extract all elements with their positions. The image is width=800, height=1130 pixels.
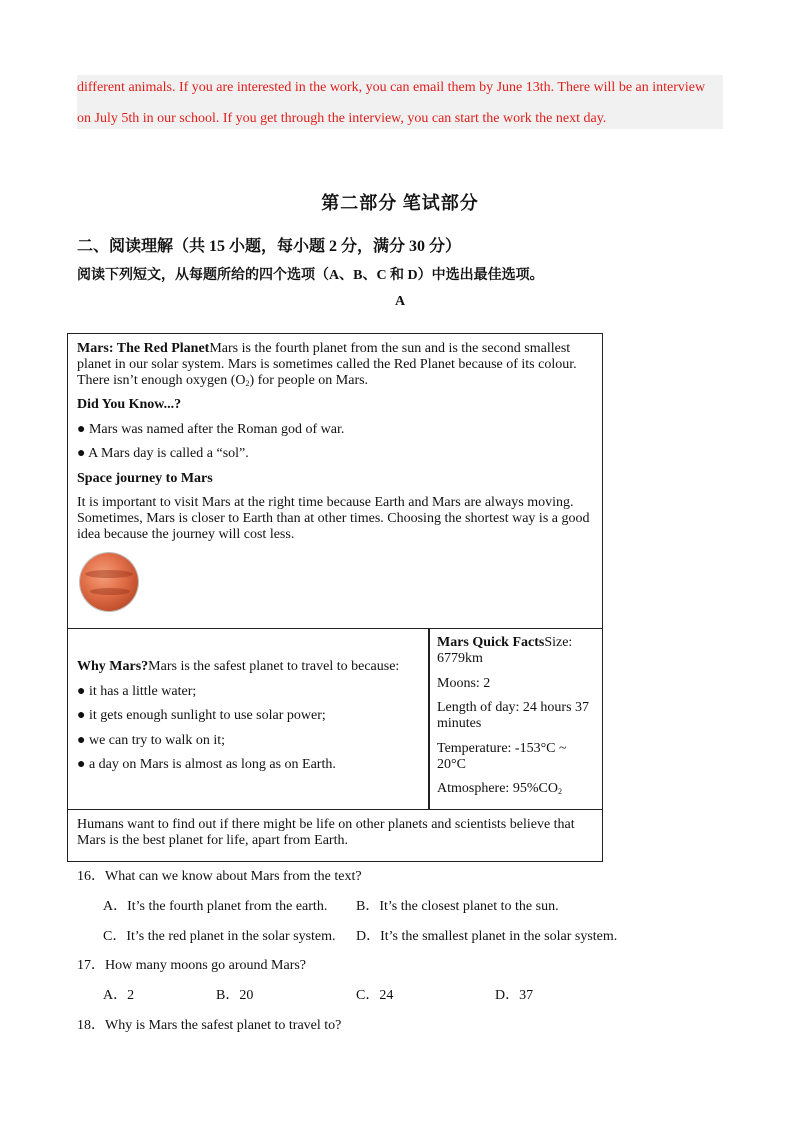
- intro-text-3a: There isn’t enough oxygen (O: [77, 373, 246, 388]
- facts-moons: Moons: 2: [437, 676, 491, 691]
- why-mars-intro: [77, 659, 399, 675]
- co2-subscript: 2: [557, 787, 562, 796]
- mars-surface-band: [90, 588, 130, 595]
- part-title: 第二部分 笔试部分: [321, 193, 479, 213]
- did-you-know-item-2: ● A Mars day is called a “sol”.: [77, 446, 249, 461]
- intro-text-3b: ) for people on Mars.: [249, 373, 369, 388]
- journey-title: Space journey to Mars: [77, 471, 213, 486]
- question-17-stem: 17．How many moons go around Mars?: [77, 958, 307, 973]
- intro-title: Mars: The Red Planet: [77, 341, 210, 356]
- oxygen-subscript: 2: [245, 379, 250, 388]
- question-16-option-a[interactable]: A．It’s the fourth planet from the earth.: [103, 899, 328, 914]
- why-item-2: ● it gets enough sunlight to use solar power;: [77, 708, 326, 723]
- facts-day-1: Length of day: 24 hours 37: [437, 700, 590, 715]
- facts-line-1: [437, 635, 572, 651]
- did-you-know-item-1: ● Mars was named after the Roman god of war.: [77, 422, 345, 437]
- question-16-option-b[interactable]: B．It’s the closest planet to the sun.: [356, 899, 559, 914]
- why-mars-title: Why Mars?: [77, 659, 149, 674]
- why-item-1: ● it has a little water;: [77, 684, 197, 699]
- intro-text-1: Mars is the fourth planet from the sun and is the second smallest: [209, 341, 571, 356]
- question-16-option-c[interactable]: C．It’s the red planet in the solar system.: [103, 929, 336, 944]
- conclusion-line-2: Mars is the best planet for life, apart from Earth.: [77, 833, 348, 848]
- journey-line-1: It is important to visit Mars at the right time because Earth and Mars are always moving.: [77, 495, 574, 510]
- facts-size-label: Size:: [544, 635, 573, 650]
- question-17-option-d[interactable]: D．37: [495, 988, 534, 1003]
- facts-title: Mars Quick Facts: [437, 635, 545, 650]
- facts-day-2: minutes: [437, 716, 482, 731]
- question-17-option-b[interactable]: B．20: [216, 988, 254, 1003]
- conclusion-line-1: Humans want to find out if there might be life on other planets and scientists believe that: [77, 817, 575, 832]
- previous-passage-line-2: on July 5th in our school. If you get through the interview, you can start the work the next day.: [77, 111, 607, 126]
- previous-passage-ending: [77, 75, 723, 129]
- facts-atmosphere: [437, 781, 562, 797]
- question-17-option-c[interactable]: C．24: [356, 988, 394, 1003]
- intro-line-1: [77, 341, 570, 357]
- question-17-option-a[interactable]: A．2: [103, 988, 135, 1003]
- journey-line-3: idea because the journey will cost less.: [77, 527, 295, 542]
- question-18-stem: 18．Why is Mars the safest planet to travel to?: [77, 1018, 342, 1033]
- why-item-3: ● we can try to walk on it;: [77, 733, 226, 748]
- journey-line-2: Sometimes, Mars is closer to Earth than at other times. Choosing the shortest way is a good: [77, 511, 590, 526]
- facts-size-value: 6779km: [437, 651, 483, 666]
- question-16-stem: 16．What can we know about Mars from the text?: [77, 869, 362, 884]
- mars-planet-image: [80, 553, 138, 611]
- facts-temp-1: Temperature: -153°C ~: [437, 741, 567, 756]
- passage-letter: A: [394, 294, 406, 309]
- facts-atmosphere-text: Atmosphere: 95%CO: [437, 781, 558, 796]
- previous-passage-line-1: different animals. If you are interested in the work, you can email them by June 13th. There will be an interview: [77, 80, 706, 95]
- instruction: 阅读下列短文，从每题所给的四个选项（A、B、C 和 D）中选出最佳选项。: [77, 268, 544, 283]
- table-divider: [428, 628, 430, 810]
- intro-line-3: [77, 373, 368, 389]
- intro-line-2: planet in our solar system. Mars is sometimes called the Red Planet because of its colour.: [77, 357, 577, 372]
- section-title: 二、阅读理解（共 15 小题，每小题 2 分，满分 30 分）: [77, 238, 462, 255]
- did-you-know-title: Did You Know...?: [77, 397, 182, 412]
- why-mars-text: Mars is the safest planet to travel to because:: [148, 659, 400, 674]
- why-item-4: ● a day on Mars is almost as long as on Earth.: [77, 757, 336, 772]
- facts-temp-2: 20°C: [437, 757, 466, 772]
- question-16-option-d[interactable]: D．It’s the smallest planet in the solar system.: [356, 929, 618, 944]
- mars-surface-band: [85, 570, 133, 578]
